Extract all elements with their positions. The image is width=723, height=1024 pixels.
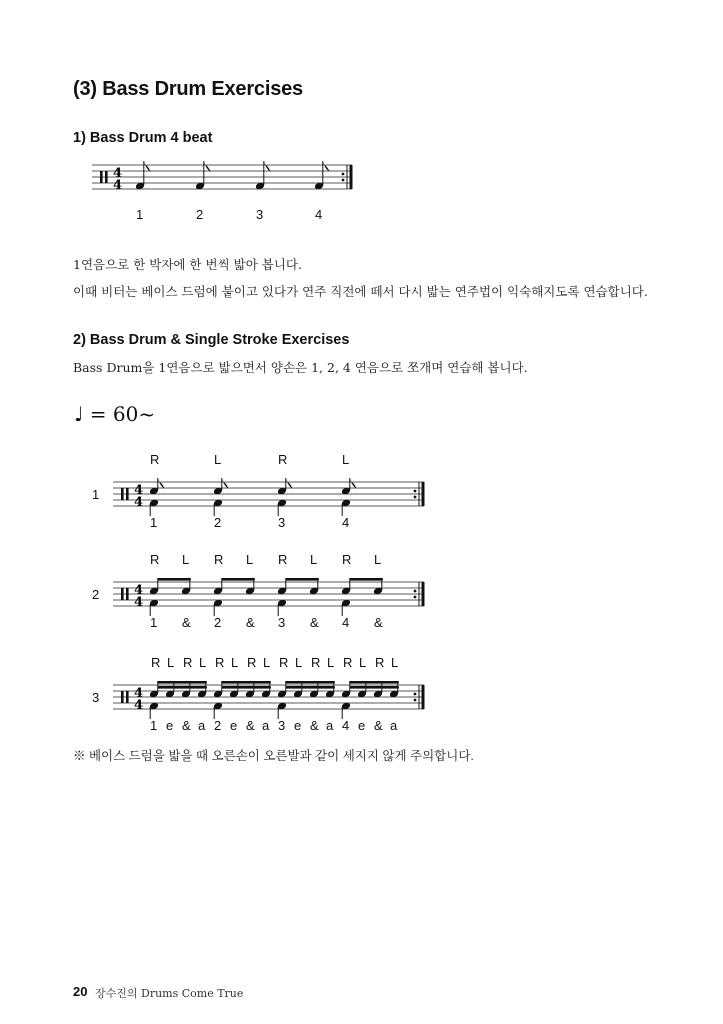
count-label: 3 bbox=[278, 718, 286, 733]
count-label: e bbox=[294, 718, 302, 733]
exercise1-desc-line1: 1연음으로 한 박자에 한 번씩 밟아 봅니다. bbox=[73, 257, 302, 272]
count-label: & bbox=[246, 615, 255, 630]
count-label: 4 bbox=[342, 718, 350, 733]
note-flag bbox=[286, 478, 293, 489]
sticking-label: R bbox=[342, 552, 352, 567]
caution-note: ※ 베이스 드럼을 밟을 때 오른손이 오른발과 같이 세지지 않게 주의합니다. bbox=[73, 749, 474, 763]
sticking-label: L bbox=[359, 655, 367, 670]
count-label: 2 bbox=[214, 718, 222, 733]
repeat-dot bbox=[414, 590, 417, 593]
sticking-label: R bbox=[279, 655, 289, 670]
exercise1-title: 1) Bass Drum 4 beat bbox=[73, 130, 213, 146]
count-label: a bbox=[326, 718, 334, 733]
note-flag bbox=[144, 161, 151, 172]
count-label: 4 bbox=[342, 515, 350, 530]
count-label: a bbox=[198, 718, 206, 733]
barline-thick bbox=[422, 582, 425, 606]
count-label: 1 bbox=[150, 718, 158, 733]
sticking-label: L bbox=[246, 552, 254, 567]
beam bbox=[222, 681, 271, 684]
count-label: e bbox=[230, 718, 238, 733]
exercise1-desc-line2: 이때 비터는 베이스 드럼에 붙이고 있다가 연주 직전에 떼서 다시 밟는 연주법이 익숙해지도록 연습합니다. bbox=[73, 284, 648, 299]
time-signature-top: 4 bbox=[134, 686, 144, 701]
row-number: 2 bbox=[92, 587, 100, 602]
percussion-clef bbox=[100, 171, 103, 183]
time-signature-bottom: 4 bbox=[113, 178, 123, 193]
sticking-label: R bbox=[214, 552, 224, 567]
time-signature-bottom: 4 bbox=[134, 698, 144, 713]
sticking-label: L bbox=[374, 552, 382, 567]
count-label: & bbox=[182, 615, 191, 630]
count-label: 4 bbox=[315, 207, 323, 222]
percussion-clef bbox=[121, 488, 124, 500]
count-label: & bbox=[310, 718, 319, 733]
percussion-clef bbox=[121, 588, 124, 600]
count-label: 3 bbox=[256, 207, 264, 222]
beam bbox=[222, 686, 271, 689]
sticking-label: R bbox=[150, 552, 160, 567]
section-title: (3) Bass Drum Exercises bbox=[73, 78, 303, 100]
beam bbox=[158, 686, 207, 689]
percussion-clef bbox=[126, 588, 129, 600]
page-number: 20 bbox=[73, 984, 88, 999]
count-label: 2 bbox=[214, 515, 222, 530]
percussion-clef bbox=[105, 171, 108, 183]
beam bbox=[350, 578, 383, 581]
sticking-label: L bbox=[391, 655, 399, 670]
sticking-label: L bbox=[182, 552, 190, 567]
count-label: 1 bbox=[136, 207, 144, 222]
tempo-marking: ♩ = 60~ bbox=[74, 402, 156, 426]
sticking-label: R bbox=[311, 655, 321, 670]
count-label: & bbox=[182, 718, 191, 733]
time-signature-top: 4 bbox=[134, 483, 144, 498]
sticking-label: L bbox=[231, 655, 239, 670]
time-signature-bottom: 4 bbox=[134, 495, 144, 510]
barline-thick bbox=[422, 482, 425, 506]
count-label: e bbox=[166, 718, 174, 733]
row-number: 3 bbox=[92, 690, 100, 705]
note-flag bbox=[222, 478, 229, 489]
sticking-label: L bbox=[214, 452, 222, 467]
row-number: 1 bbox=[92, 487, 100, 502]
note-flag bbox=[158, 478, 165, 489]
beam bbox=[286, 578, 319, 581]
repeat-dot bbox=[414, 490, 417, 493]
sticking-label: R bbox=[247, 655, 257, 670]
sticking-label: L bbox=[199, 655, 207, 670]
sticking-label: L bbox=[167, 655, 175, 670]
note-flag bbox=[204, 161, 211, 172]
sticking-label: R bbox=[150, 452, 160, 467]
repeat-dot bbox=[414, 699, 417, 702]
count-label: a bbox=[262, 718, 270, 733]
sticking-label: L bbox=[295, 655, 303, 670]
sticking-label: L bbox=[263, 655, 271, 670]
repeat-dot bbox=[414, 596, 417, 599]
book-title: 장수진의 Drums Come True bbox=[95, 987, 244, 1000]
beam bbox=[158, 681, 207, 684]
repeat-dot bbox=[414, 693, 417, 696]
count-label: 1 bbox=[150, 515, 158, 530]
note-flag bbox=[350, 478, 357, 489]
beam bbox=[286, 681, 335, 684]
beam bbox=[222, 578, 255, 581]
time-signature-top: 4 bbox=[134, 583, 144, 598]
count-label: 1 bbox=[150, 615, 158, 630]
count-label: 3 bbox=[278, 515, 286, 530]
count-label: & bbox=[374, 718, 383, 733]
count-label: a bbox=[390, 718, 398, 733]
count-label: 4 bbox=[342, 615, 350, 630]
count-label: 3 bbox=[278, 615, 286, 630]
sticking-label: R bbox=[278, 552, 288, 567]
beam bbox=[350, 686, 399, 689]
barline-thick bbox=[422, 685, 425, 709]
barline-thick bbox=[350, 165, 353, 189]
count-label: & bbox=[246, 718, 255, 733]
percussion-clef bbox=[126, 691, 129, 703]
time-signature-top: 4 bbox=[113, 166, 123, 181]
sticking-label: L bbox=[310, 552, 318, 567]
count-label: 2 bbox=[196, 207, 204, 222]
beam bbox=[350, 681, 399, 684]
count-label: 2 bbox=[214, 615, 222, 630]
count-label: e bbox=[358, 718, 366, 733]
repeat-dot bbox=[342, 179, 345, 182]
repeat-dot bbox=[342, 173, 345, 176]
sticking-label: L bbox=[327, 655, 335, 670]
beam bbox=[286, 686, 335, 689]
sticking-label: R bbox=[183, 655, 193, 670]
sticking-label: R bbox=[215, 655, 225, 670]
sticking-label: L bbox=[342, 452, 350, 467]
sticking-label: R bbox=[278, 452, 288, 467]
time-signature-bottom: 4 bbox=[134, 595, 144, 610]
sticking-label: R bbox=[151, 655, 161, 670]
count-label: & bbox=[310, 615, 319, 630]
sticking-label: R bbox=[375, 655, 385, 670]
count-label: & bbox=[374, 615, 383, 630]
exercise2-title: 2) Bass Drum & Single Stroke Exercises bbox=[73, 332, 350, 348]
repeat-dot bbox=[414, 496, 417, 499]
beam bbox=[158, 578, 191, 581]
percussion-clef bbox=[126, 488, 129, 500]
sticking-label: R bbox=[343, 655, 353, 670]
exercise2-desc: Bass Drum을 1연음으로 밟으면서 양손은 1, 2, 4 연음으로 쪼개며 연습해 봅니다. bbox=[73, 360, 528, 375]
percussion-clef bbox=[121, 691, 124, 703]
note-flag bbox=[264, 161, 271, 172]
note-flag bbox=[323, 161, 330, 172]
